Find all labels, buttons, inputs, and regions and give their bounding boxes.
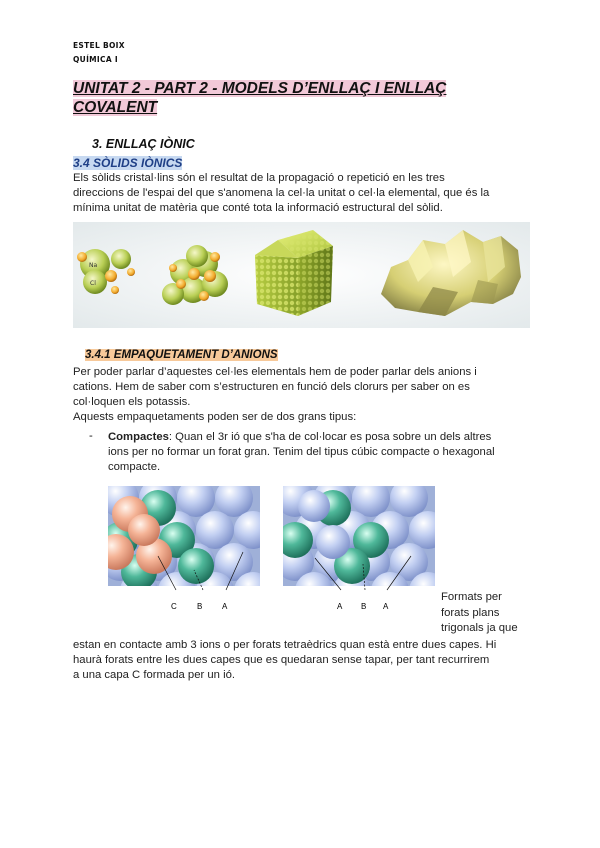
label-b: B <box>361 602 367 611</box>
text-line: a una capa C formada per un ió. <box>73 669 236 681</box>
author-name: ESTEL BOIX <box>73 41 125 50</box>
na-label: Na <box>89 262 98 269</box>
hcp-packing-figure <box>283 486 435 616</box>
text-line: mínima unitat de matèria que conté tota la informació estructural del sòlid. <box>73 202 443 214</box>
text-line: Aquests empaquetaments poden ser de dos grans tipus: <box>73 411 357 423</box>
text-line: Per poder parlar d’aquestes cel·les elementals hem de poder parlar dels anions i <box>73 366 477 378</box>
label-a-left: A <box>337 602 343 611</box>
term-definition: : Quan el 3r ió que s'ha de col·locar es posa sobre un dels altres <box>168 431 492 443</box>
text-line: cations. Hem de saber com s’estructuren en funció dels clorurs per saber on es <box>73 381 470 393</box>
text-line: ions per no formar un forat gran. Tenim del tipus cúbic compacte o hexagonal <box>108 446 495 458</box>
label-b: B <box>197 602 203 611</box>
section-3-4-1-paragraph <box>73 365 533 425</box>
continuation-paragraph <box>73 638 533 683</box>
text-line: forats plans <box>441 606 500 619</box>
text-line: estan en contacte amb 3 ions o per forats tetraèdrics quan està entre dues capes. Hi <box>73 639 497 651</box>
text-line: col·loquen els potassis. <box>73 396 191 408</box>
text-line: Els sòlids cristal·lins són el resultat de la propagació o repetició en les tres <box>73 172 445 184</box>
title-line-2: COVALENT <box>73 99 158 116</box>
section-3-heading: 3. ENLLAÇ IÒNIC <box>92 137 195 151</box>
text-line <box>108 430 528 445</box>
page-title <box>73 79 533 117</box>
text-line: direccions de l'espai del que s'anomena la cel·la unitat o cel·la elemental, que és la <box>73 187 490 199</box>
list-bullet: - <box>89 430 93 442</box>
list-item-compactes <box>108 430 528 475</box>
figure-caption <box>441 590 531 637</box>
subject-name: QUÍMICA I <box>73 55 118 64</box>
text-line: compacte. <box>108 461 161 473</box>
text-line: trigonals ja que <box>441 622 518 634</box>
ccp-packing-figure <box>108 486 260 616</box>
label-c: C <box>171 602 177 611</box>
title-line-1: UNITAT 2 - PART 2 - MODELS D’ENLLAÇ I ENLLAÇ <box>73 80 447 97</box>
crystal-growth-image <box>73 222 530 328</box>
cl-label: Cl <box>90 280 96 287</box>
text-line: Formats per <box>441 591 502 603</box>
section-3-4-paragraph <box>73 171 533 216</box>
text-line: haurà forats entre les dues capes que es quedaran sense tapar, per tant recurrirem <box>73 654 490 666</box>
term-compactes: Compactes <box>108 431 169 443</box>
label-a: A <box>222 602 228 611</box>
section-3-4-heading: 3.4 SÒLIDS IÒNICS <box>73 156 183 170</box>
section-3-4-1-heading: 3.4.1 EMPAQUETAMENT D’ANIONS <box>85 349 278 361</box>
label-a-right: A <box>383 602 389 611</box>
